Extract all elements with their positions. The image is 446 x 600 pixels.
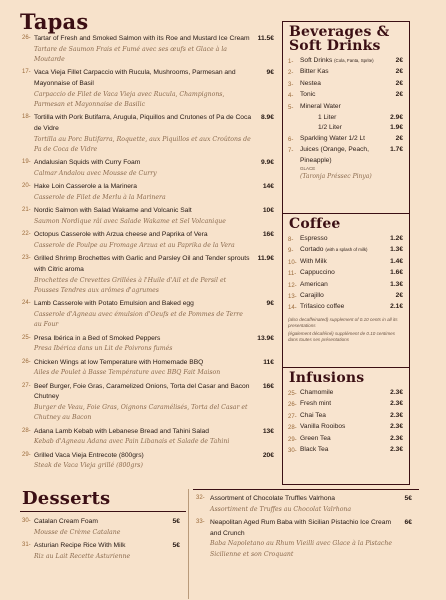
item-name: Fresh mint (300, 400, 332, 408)
item-number: 26- (22, 35, 31, 41)
tapas-item (22, 68, 274, 110)
item-price: 13.9€ (257, 334, 274, 342)
item-number: 14- (288, 305, 297, 312)
item-translation: Calmar Andalou avec Mousse de Curry (34, 170, 157, 177)
item-name: Mineral Water (300, 102, 341, 110)
item-label (300, 67, 403, 78)
item-number: 28- (288, 425, 297, 432)
tapas-item (22, 382, 274, 424)
item-price: 16€ (262, 231, 274, 239)
item-name: Carajillo (300, 292, 324, 300)
item-label (300, 280, 403, 291)
coffee-box (282, 213, 410, 368)
item-name: Grilled Shrimp Brochettes with Garlic and Parsley Oil and Tender sprouts with Citric aroma (34, 255, 250, 273)
item-name: Chicken Wings at low Temperature with Homemade BBQ (34, 358, 204, 366)
item-translation: Carpaccio de Filet de Vaca Vieja avec Rucula, Champignons, Parmesan et Mayonnaise de Basilic (34, 90, 225, 108)
item-number: 28- (22, 427, 31, 434)
item-price: 11.5€ (257, 35, 274, 42)
beverage-item (288, 90, 403, 101)
item-name: Tartar of Fresh and Smoked Salmon with its Roe and Mustard Ice Cream (34, 35, 250, 42)
coffee-item (288, 257, 403, 268)
coffee-item (288, 280, 403, 291)
item-label (300, 56, 403, 67)
item-label (300, 257, 403, 268)
item-name: Bitter Kas (300, 68, 329, 76)
water-size (288, 113, 403, 123)
tapas-item (22, 427, 274, 448)
item-translation: Ailes de Poulet à Basse Température avec BBQ Fait Maison (34, 369, 221, 377)
item-name: Cortado (300, 246, 324, 254)
item-price: 2.1€ (390, 303, 403, 311)
tapas-item (22, 451, 274, 472)
item-body (34, 230, 274, 251)
item-body (34, 517, 180, 538)
water-size-label: 1 Liter (318, 114, 337, 122)
infusion-item (288, 422, 403, 433)
coffee-note-en: (also decaffeinated) supplement of 0.10 cents in all its presentations (288, 316, 398, 328)
item-name: Green Tea (300, 434, 331, 442)
item-body (34, 334, 274, 355)
item-body (210, 494, 412, 515)
item-name: Adana Lamb Kebab with Lebanese Bread and Tahini Salad (34, 427, 209, 435)
water-size-label: 1/2 Liter (318, 124, 342, 132)
item-number: 19- (22, 159, 31, 166)
coffee-item (288, 245, 403, 256)
tapas-list (22, 34, 274, 475)
item-name: Tonic (300, 91, 316, 99)
item-price: 11€ (263, 358, 274, 366)
item-price: 14€ (262, 183, 274, 191)
item-number: 21- (22, 207, 31, 214)
item-name: Vaca Vieja Fillet Carpaccio with Rucula, Mushrooms, Parmesan and Mayonnaise of Basil (34, 69, 236, 87)
beverages-title-line2: Soft Drinks (289, 38, 381, 54)
item-price: 9€ (266, 69, 274, 77)
item-number: 23- (22, 255, 31, 262)
item-body (34, 182, 274, 203)
tapas-item (22, 34, 274, 65)
desserts-left-list (22, 517, 180, 565)
desserts-divider-right (193, 489, 419, 490)
item-body (34, 358, 274, 379)
tapas-item (22, 299, 274, 330)
item-translation: Brochettes de Crevettes Grillées à l'Huile d'Ail et de Persil et Pousses Tendres aux arômes d'agrumes (34, 276, 227, 294)
item-price: 2.3€ (390, 434, 403, 442)
infusions-list (283, 385, 409, 456)
item-price: 1.2€ (390, 235, 403, 242)
item-label (300, 388, 403, 399)
coffee-item (288, 302, 403, 313)
item-price: 2€ (395, 57, 403, 64)
item-body (34, 113, 274, 155)
item-number: 27- (22, 382, 31, 389)
item-translation: Presa Ibérica dans un Lit de Poivrons fumés (34, 345, 173, 353)
infusion-item (288, 399, 403, 410)
item-translation: Mousse de Crème Catalane (34, 528, 121, 536)
item-label (300, 411, 403, 422)
item-number: 18- (22, 114, 31, 121)
item-name: Tortilla with Pork Butifarra, Arugula, Piquillos and Crutones of Pa de Coca de Vidre (34, 114, 252, 132)
item-price: 5€ (404, 495, 412, 502)
item-price: 1.3€ (390, 280, 403, 288)
item-price: 20€ (262, 451, 274, 459)
item-number: 26- (22, 358, 31, 365)
item-name: With Milk (300, 257, 327, 265)
item-price: 1.6€ (390, 269, 403, 277)
item-name: Espresso (300, 235, 328, 242)
item-name: Assortment of Chocolate Truffles Valrhona (210, 495, 336, 502)
dessert-item (196, 494, 412, 515)
item-label (300, 291, 403, 302)
item-number: 2- (288, 70, 294, 77)
item-name: Sparkling Water 1/2 Lt (300, 134, 365, 142)
item-number: 12- (288, 282, 297, 289)
tapas-item (22, 334, 274, 355)
item-price: 2€ (395, 134, 403, 142)
tapas-item (22, 206, 274, 227)
item-number: 8- (288, 237, 294, 243)
tapas-item (22, 158, 274, 179)
item-price: 5€ (172, 518, 180, 525)
item-label (300, 90, 403, 101)
coffee-list (283, 231, 409, 314)
beverages-box (282, 21, 410, 214)
item-name: Black Tea (300, 446, 329, 454)
item-name: Chamomile (300, 389, 334, 396)
item-price: 1.7€ (390, 146, 403, 154)
beverage-item (288, 79, 403, 90)
item-price: 2.3€ (390, 389, 403, 396)
desserts-right-list (196, 494, 412, 563)
item-body (34, 299, 274, 330)
item-body (34, 158, 274, 179)
item-name: Beef Burger, Foie Gras, Caramelized Onions, Torta del Casar and Bacon Chutney (34, 382, 250, 401)
tapas-item (22, 254, 274, 296)
glace-flavours: (Taronja Préssec Pinya) (300, 173, 372, 181)
item-price: 2€ (395, 68, 403, 76)
item-price: 9.9€ (260, 159, 274, 167)
coffee-item (288, 268, 403, 279)
item-number: 20- (22, 183, 31, 190)
item-label (300, 422, 403, 433)
item-number: 1- (288, 59, 294, 65)
infusion-item (288, 411, 403, 422)
item-name: Juices (Orange, Peach, Pineapple) (300, 146, 369, 164)
item-name: Vanilla Rooibos (300, 423, 346, 431)
item-price: 10€ (262, 207, 274, 215)
coffee-note-fr: (également décaféiné) supplément de 0.10 centimes dans toutes ses présentations (288, 330, 395, 342)
dessert-item (196, 518, 412, 560)
item-label (300, 302, 403, 313)
item-body (34, 68, 274, 110)
dessert-item (22, 541, 180, 562)
beverage-item (288, 56, 403, 67)
item-number: 25- (288, 391, 297, 397)
item-price: 13€ (262, 427, 274, 435)
item-number: 30- (22, 518, 31, 524)
item-translation: Casserole de Filet de Merlu à la Marinera (34, 194, 166, 201)
item-name: Nordic Salmon with Salad Wakame and Volcanic Salt (34, 207, 192, 215)
item-number: 26- (288, 402, 297, 409)
item-translation: Tortilla au Porc Butifarra, Roquette, aux Piquillos et aux Croûtons de Pa de Coca de Vidre (34, 135, 251, 153)
item-price: 2.3€ (390, 411, 403, 419)
item-price: 6€ (404, 519, 412, 526)
item-number: 31- (22, 542, 31, 548)
water-size-price: 2.9€ (390, 114, 403, 122)
item-price: 2.3€ (390, 446, 403, 454)
item-name: Nestea (300, 79, 321, 87)
item-number: 13- (288, 294, 297, 301)
item-name: Catalan Cream Foam (34, 518, 98, 525)
tapas-item (22, 230, 274, 251)
item-label (300, 399, 403, 410)
item-number: 32- (196, 495, 205, 501)
item-name: Chai Tea (300, 411, 326, 419)
item-body (34, 34, 274, 65)
item-name: Asturian Recipe Rice With Milk (34, 542, 126, 549)
item-price: 1.4€ (390, 257, 403, 265)
desserts-title: Desserts (22, 488, 111, 509)
item-translation: Assortiment de Truffes au Chocolat Valrhona (210, 505, 352, 513)
item-price: 1.3€ (390, 246, 403, 254)
item-number: 11- (288, 271, 297, 278)
dessert-item (22, 517, 180, 538)
item-translation: Kebab d'Agneau Adana avec Pain Libanais et Salade de Tahini (34, 438, 230, 446)
tapas-item (22, 182, 274, 203)
item-number: 33- (196, 519, 205, 525)
item-number: 17- (22, 69, 31, 76)
item-name: Octopus Casserole with Arzua cheese and Paprika of Vera (34, 231, 208, 239)
beverage-item (288, 102, 403, 113)
glace-label: GLACE (300, 166, 316, 172)
item-number: 7- (288, 148, 294, 155)
item-translation: Baba Napoletano au Rhum Vieilli avec Glace à la Pistache Sicilienne et son Croquant (210, 540, 392, 558)
item-number: 27- (288, 413, 297, 420)
item-body (34, 382, 274, 424)
item-price: 2€ (395, 292, 403, 300)
desserts-column-divider (188, 489, 189, 599)
tapas-item (22, 113, 274, 155)
item-translation: Riz au Lait Recette Asturienne (34, 552, 131, 560)
beverages-title (283, 22, 409, 53)
beverages-list (283, 53, 409, 182)
item-label (300, 268, 403, 279)
item-number: 30- (288, 448, 297, 455)
item-translation: Steak de Vaca Vieja grillé (800grs) (34, 462, 143, 470)
beverages-title-line1: Beverages & (289, 24, 390, 40)
item-price: 2€ (395, 91, 403, 99)
item-note: (with a splash of milk) (325, 247, 368, 253)
item-name: Neapolitan Aged Rum Baba with Sicilian Pistachio Ice Cream and Crunch (210, 519, 392, 537)
item-price: 8.9€ (260, 114, 274, 122)
item-number: 29- (288, 436, 297, 443)
item-note: (Cola, Fanta, Sprite) (334, 58, 374, 63)
water-size-price: 1.9€ (390, 124, 403, 132)
item-translation: Casserole de Poulpe au Fromage Arzua et au Paprika de la Vera (34, 242, 235, 249)
item-body (34, 427, 274, 448)
item-price: 5€ (172, 542, 180, 549)
item-label (300, 445, 403, 456)
infusions-box (282, 367, 410, 485)
item-number: 3- (288, 81, 294, 88)
item-name: Grilled Vaca Vieja Entrecote (800grs) (34, 451, 144, 459)
item-price: 9€ (266, 300, 274, 308)
infusion-item (288, 388, 403, 399)
infusion-item (288, 434, 403, 445)
item-name: Trifasico coffee (300, 303, 345, 311)
item-label (300, 234, 403, 245)
item-name: American (300, 280, 328, 288)
beverage-item (288, 145, 403, 166)
item-price: 16€ (262, 382, 274, 390)
item-translation: Casserole d'Agneau avec émulsion d'Oeufs et de Pommes de Terre au Four (34, 311, 243, 329)
item-label (300, 79, 403, 90)
item-number: 22- (22, 231, 31, 238)
tapas-title: Tapas (20, 9, 89, 34)
item-body (34, 541, 180, 562)
item-label (300, 145, 403, 166)
item-label (300, 434, 403, 445)
item-name: Hake Loin Casserole a la Marinera (34, 183, 137, 191)
item-number: 9- (288, 248, 294, 255)
item-number: 29- (22, 451, 31, 458)
item-number: 6- (288, 136, 294, 143)
infusions-title: Infusions (289, 370, 365, 386)
item-name: Andalusian Squids with Curry Foam (34, 159, 141, 167)
beverage-item (288, 67, 403, 78)
beverage-item (288, 134, 403, 145)
item-translation: Tartare de Saumon Frais et Fumé avec ses œufs et Glace à la Moutarde (34, 45, 227, 63)
item-translation: Burger de Veau, Foie Gras, Oignons Caramélisés, Torta del Casar et Chutney au Bacon (34, 404, 248, 422)
item-label (300, 102, 403, 113)
item-price: 2.3€ (390, 400, 403, 408)
item-number: 24- (22, 300, 31, 307)
item-label (300, 134, 403, 145)
item-name: Soft Drinks (300, 57, 333, 64)
item-body (34, 206, 274, 227)
item-price: 2.3€ (390, 423, 403, 431)
item-translation: Saumon Nordique râi avec Salade Wakame et Sel Volcanique (34, 218, 226, 225)
coffee-title: Coffee (289, 216, 341, 232)
item-price: 2€ (395, 79, 403, 87)
item-label (300, 245, 403, 256)
tapas-item (22, 358, 274, 379)
item-body (210, 518, 412, 560)
item-price: 11.9€ (257, 255, 274, 263)
item-body (34, 451, 274, 472)
item-number: 5- (288, 104, 294, 111)
item-body (34, 254, 274, 296)
coffee-item (288, 234, 403, 245)
item-name: Presa Ibérica in a Bed of Smoked Peppers (34, 334, 161, 342)
item-number: 10- (288, 259, 297, 266)
item-name: Cappuccino (300, 269, 335, 277)
infusion-item (288, 445, 403, 456)
item-number: 4- (288, 93, 294, 100)
item-name: Lamb Casserole with Potato Emulsion and Baked egg (34, 300, 194, 308)
desserts-divider (20, 511, 186, 512)
item-number: 25- (22, 334, 31, 341)
coffee-item (288, 291, 403, 302)
water-size (288, 123, 403, 133)
